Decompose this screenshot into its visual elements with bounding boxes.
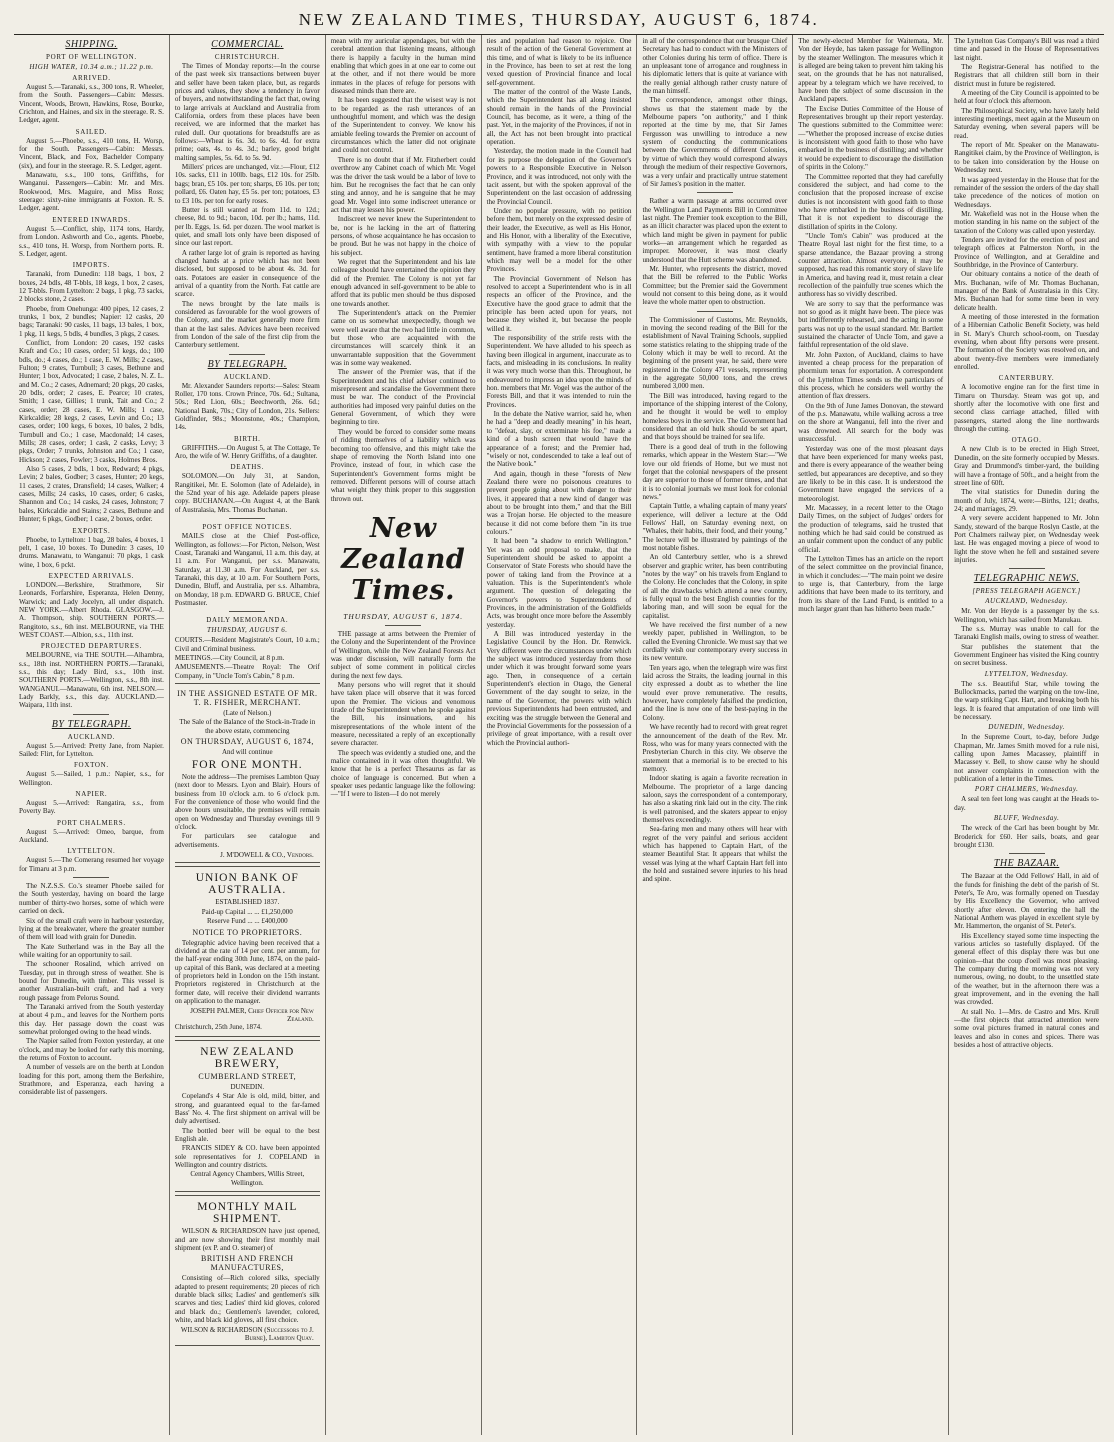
exports-text: Phoebe, to Lyttelton: 1 bag, 28 bales, 4 boxes, 1 pelt, 1 case, 10 boxes. To Dunedin: 3 cases, 10 drums. Manawatu, to Wanganui: 70 pkgs, 1 cask wine, 1 box, 6 pckt. xyxy=(19,535,164,569)
divider xyxy=(229,611,265,612)
advert-union-notice: NOTICE TO PROPRIETORS. xyxy=(192,927,303,937)
sailed-heading: SAILED. xyxy=(75,127,108,136)
section-title-shipping: SHIPPING. xyxy=(65,39,118,50)
shipping-news: The Taranaki arrived from the South yesterday at about 4 p.m., and leaves for the Northern ports this day. Her passage down the coast was somewhat prolonged owing to the head winds. xyxy=(19,1002,164,1036)
local-text: The report of Mr. Speaker on the Manawatu-Rangitikei claim, by the Province of Wellington, is to be taken into consideration by the House on Wednesday next. xyxy=(954,141,1100,175)
commercial-telegraph-text: Mr. Alexander Saunders reports:—Sales: Steam Roller, 170 tons. Crown Prince, 70s. 6d.; Sultana, 50s.; Red Lion, 60s.; Beechworth, 26s. 6d.; National Bank, 70s.; City of London, 21s. Sellers: Goldfinder, 98s.; Moonstone, 40s.; Champion, 14s. xyxy=(174,381,320,432)
entered-heading: ENTERED INWARDS. xyxy=(52,215,131,224)
advert-estate xyxy=(175,683,320,863)
memoranda-heading: DAILY MEMORANDA. xyxy=(206,616,289,625)
otago-text: A very severe accident happened to Mr. John Sandy, steward of the barque Roslyn Castle, at the Port Chalmers railway pier, on Wednesday week last. He was engaged moving a piece of wood to light the stove when he fell and sustained severe injuries. xyxy=(954,514,1100,564)
bazaar-title: THE BAZAAR. xyxy=(993,858,1060,870)
imports-text-4: Also 5 cases, 2 bdls, 1 box, Redward; 4 pkgs, Levin; 2 bales, Godber; 3 cases, Hunter; 20 kegs, 11 cases, 2 crates, Dransfield; 14 cases, Walker; 4 cases, Mills; 24 casks, 10 cases, order; 6 casks, Shannon and Co.; 14 casks, 24 cases, Johnston; 7 bales, Kirkcaldie and Stains; 2 cases, Bethune and Hunter; 6 pkgs, Godber; 1 case, 2 boxes, order. xyxy=(19,465,164,524)
leader-text: THE passage at arms between the Premier of the Colony and the Superintendent of the Province of Wellington, while the New Zealand Forests Act was under discussion, will naturally form the subject of some comment in political circles during the next few days. xyxy=(330,629,476,680)
advert-estate-note: Note the address—The premises Lambton Quay (next door to Messrs. Lyon and Blair). Hours of business from 10 o'clock a.m. to 6 o'clock p.m. For the convenience of those who would find the above hours unsuitable, the premises will remain open on Wednesday and Thursday evenings till 9 o'clock. xyxy=(174,772,320,832)
divider xyxy=(1009,853,1045,854)
news-text: We have recently had to record with great regret the announcement of the death of the Rev. Mr. Ross, who was for many years connected with the Presbyterian Church in this city. We observe the statement that a memorial is to be erected to his memory. xyxy=(642,723,788,773)
tel-dunedin-dateline: DUNEDIN, Wednesday. xyxy=(988,723,1065,732)
imports-heading: IMPORTS. xyxy=(72,261,111,270)
tel-foxton-heading: FOXTON. xyxy=(73,761,109,770)
commercial-text: A rather large lot of grain is reported as having changed hands at a price which has not been disclosed, but supposed to be about 4s. 3d. for oats. Potatoes are easier in consequence of the arrival of a quantity from the North. Fat cattle are scarce. xyxy=(174,248,320,299)
column-commercial xyxy=(170,35,326,1435)
advert-union-bank xyxy=(175,866,320,1037)
tel-foxton-text: August 5.—Sailed, 1 p.m.: Napier, s.s., for Wellington. xyxy=(19,770,164,787)
news-text: There is a good deal of truth in the following remarks, which appear in the Western Star:—"We love our old friends of Home, but we must not forget that the colonial newspapers of the present day are superior to those of former times, and that it is to colonial journals we must look for colonial news." xyxy=(642,442,788,501)
divider xyxy=(73,877,109,878)
high-water: HIGH WATER, 10.34 a.m.; 11.22 p.m. xyxy=(29,63,154,71)
telegraph-agency: [PRESS TELEGRAPH AGENCY.] xyxy=(972,587,1081,596)
local-text: The Registrar-General has notified to the Registrars that all children still born in their district must in future be registered. xyxy=(954,63,1100,88)
column-local xyxy=(949,35,1104,1435)
editorial-text: ties and population had reason to rejoice. One result of the action of the General Government at this time, and of what is likely to be its influence in the Province, has been to set at rest the long vexed question of Provincial finance and local self-government. xyxy=(486,37,632,87)
commercial-subheading: CHRISTCHURCH. xyxy=(214,53,280,61)
column-shipping xyxy=(14,35,170,1435)
advert-brewery-office: Central Agency Chambers, Willis Street, Wellington. xyxy=(190,1170,305,1187)
advert-brewery-bottled: The bottled beer will be equal to the best English ale. xyxy=(174,1126,320,1143)
imports-text-3: Conflict, from London: 20 cases, 192 casks Kraft and Co.; 10 cases, order; 51 kegs, do.; 100 bdls, do.; 4 cases, do.; 1 case, E. W. Mills; 2 cases, Fulton; 9 crates, Turnbull; 3 cases, Bethune and Hunter; 1 box, Advocated; 1 case, 2 bales, N. Z. L. and M. Co.; 2 cases, Adnemard; 20 pkgs, 20 casks, 20 bdls, order; 2 cases, E. Pearce; 10 crates, Smith; 1 case, Gillies; 1 trunk, Tait and Co.; 2 cases, order; 28 cases, E. W. Mills; 1 case, Kirkcaldie; 28 kegs, 2 cases, Levin and Co.; 13 cases, order; 100 kegs, 6 boxes, 10 bales, 2 bdls, Turnbull and Co.; 1 case, Macdonald; 14 cases, Mills; 28 cases, order; 1 cask, 2 casks, Levy; 3 pkgs, Order; 7 trunks, Johnston and Co.; 1 case, Hickson; 2 cases, Fowler; 3 casks, Holmes Bros. xyxy=(19,338,164,464)
birth-text: GRIFFITHS.—On August 5, at The Cottage, Te Aro, the wife of W. Henry Griffiths, of a daughter. xyxy=(174,443,320,461)
advert-brewery-city: DUNEDIN. xyxy=(230,1082,265,1091)
news-text: The Commissioner of Customs, Mr. Reynolds, in moving the second reading of the Bill for the establishment of Naval Training Schools, supplied some statistics relating to the shipping trade of the Colony which it may be well to record. At the beginning of the present year, he said, there were registered in the Colony 471 vessels, representing in the aggregate 50,000 tons, and the crews numbered 3,000 men. xyxy=(642,315,788,391)
news-text: We have received the first number of a new weekly paper, published in Wellington, to be called the Evening Chronicle. We must say that we cordially wish our contemporary every success in its new venture. xyxy=(642,621,788,663)
article-text: Indiscreet we never knew the Superintendent to be, nor is he lacking in the art of flattering persons, of whose acquaintance he has occasion to be proud. But he was not happy in the choice of his subject. xyxy=(330,215,476,257)
memoranda-amusements: AMUSEMENTS.—Theatre Royal: The Orif Company, in "Uncle Tom's Cabin," 8 p.m. xyxy=(174,663,320,680)
local-text: A meeting of those interested in the formation of a Hibernian Catholic Benefit Society, was held in St. Mary's Church school-room, on Tuesday evening, when about fifty persons were present. The formation of the Society was resolved on, and about twenty-five members were immediately enrolled. xyxy=(954,313,1100,372)
commercial-text: The Times of Monday reports:—In the course of the past week six transactions between buyer and seller have been taken place, but, as regards prices and values, they show a tendency in favor of buyers, and notwithstanding the fact that, owing to large arrivals at Auckland and Australia from California, orders from these places have been received, we are informed that the market has ruled dull. Our quotations for breadstuffs are as follows:—Wheat is 6s. 3d. to 6s. 4d. for extra prime; oats, 4s. to 4s. 3d.; barley, good bright malting samples, 5s. 6d. to 5s. 9d. xyxy=(174,62,320,162)
shipping-news: The N.Z.S.S. Co.'s steamer Phoebe sailed for the South yesterday, having on board the large number of thirty-two horses, some of which were carried on deck. xyxy=(19,882,164,916)
advert-monthly-signature: WILSON & RICHARDSON (Successors to J. Burne), Lambton Quay. xyxy=(180,1326,314,1343)
advert-union-reserve: Reserve Fund ... ... £400,000 xyxy=(206,917,288,926)
column-editorial xyxy=(482,35,638,1435)
sailed-text-2: Manawatu, s.s., 100 tons, Griffiths, for Wanganui. Passengers—Cabin: Mr. and Mrs. Rookwood, Mrs. Maguire, and Miss Ross; steerage: sixty-nine immigrants at Foxton. R. S. Ledger, agent. xyxy=(19,171,164,213)
local-text: Mr. Wakefield was not in the House when the motion standing in his name on the subject of the taxation of the Colony was called upon yesterday. xyxy=(954,209,1100,235)
news-text: Mr. John Paxton, of Auckland, claims to have invented a cheap process for the preparation of phormium tenax for exportation. A correspondent of the Lyttelton Times sends us the particulars of this process, which he considers well worthy the attention of flax dressers. xyxy=(798,350,944,401)
tel-auckland-text: August 5.—Arrived: Pretty Jane, from Napier. Sailed: Flirt, for Lyttelton. xyxy=(19,741,164,759)
local-text: Tenders are invited for the erection of post and telegraph offices at Palmerston North, in the Province of Wellington, and at Geraldine and Southbridge, in the Province of Canterbury. xyxy=(954,235,1100,269)
news-text: Mr. Macassey, in a recent letter to the Otago Daily Times, on the subject of Judges' orders for the production of telegrams, said he trusted that nothing which he had said could be construed as an unfair comment upon the conduct of any public official. xyxy=(798,503,944,554)
news-text: The Bill was introduced, having regard to the importance of the shipping interest of the Colony, and he thought it would be well to employ homeless boys in the service. The Government had considered that an old hulk should be set apart, and that boys should be trained for sea life. xyxy=(642,391,788,442)
column-news-2 xyxy=(793,35,949,1435)
advert-estate-catalogue: For particulars see catalogue and advertisements. xyxy=(174,832,320,849)
news-text: The newly-elected Member for Waitemata, Mr. Von der Heyde, has taken passage for Wellington by the steamer Wellington. The measures which it is alleged are being taken to prevent him taking his seat, on the grounds that he has not naturalised, appear by a telegram which we have received, to have been the subject of some discussion in the Auckland papers. xyxy=(798,37,944,104)
tel-bluff-dateline: BLUFF, Wednesday. xyxy=(993,814,1060,823)
advert-brewery-title: NEW ZEALAND BREWERY, xyxy=(200,1045,295,1070)
advert-monthly-mail xyxy=(175,1195,320,1346)
imports-text-2: Phoebe, from Onehunga: 400 pipes, 12 cases, 2 trunks, 1 box, 2 bundles; Napier: 12 casks, 20 bags; Taranaki: 90 casks, 11 bags, 13 bales, 1 box, 1 pkg, 11 kegs, 5 bdls, 4 bundles, 3 pkgs, 2 cases. xyxy=(19,304,164,338)
commercial-text: Millers' prices are unchanged, viz.:—Flour, £12 10s. sacks, £11 in 100lb. bags, £12 10s. for 25lb. bags; bran, £5 10s. per ton; sharps, £6 10s. per ton; pollard, £6. Oaten hay, £5 5s. per ton; potatoes, £3 to £3 10s. per ton for early roses. xyxy=(174,163,320,205)
divider xyxy=(229,518,265,519)
arrived-heading: ARRIVED. xyxy=(72,74,111,82)
otago-text: The vital statistics for Dunedin during the month of July, 1874, were:—Births, 121; deaths, 24; and marriages, 29. xyxy=(954,488,1100,513)
news-text: An old Canterbury settler, who is a shrewd observer and graphic writer, has been contributing "notes by the way" on his travels from England to the Colony. He concludes that the Colony, in spite of all the drawbacks which attend a new country, is fully equal to the best English counties for the laboring man, and will soon be equal for the capitalist. xyxy=(642,553,788,620)
advert-brewery-street: CUMBERLAND STREET, xyxy=(198,1071,297,1081)
commercial-text: The news brought by the late mails is considered as favourable for the wool growers of the Colony, and the market generally more firm than at the last sales. Advices have been received from London of the sale of the first clip from the Canterbury settlement. xyxy=(174,299,320,350)
deaths-heading: DEATHS. xyxy=(230,463,265,472)
shipping-news: A number of vessels are on the berth at London loading for this port, among them the Berkshire, Strathmore, and Esperanza, each having a considerable list of passengers. xyxy=(19,1063,164,1097)
exports-heading: EXPORTS. xyxy=(72,526,111,535)
memoranda-date: THURSDAY, AUGUST 6. xyxy=(207,626,288,635)
divider xyxy=(73,714,109,715)
telegraphic-news-title: TELEGRAPHIC NEWS. xyxy=(973,573,1080,585)
editorial-text: And again, though in these "forests of New Zealand there were no poisonous creatures to prevent people going about with danger to their lives, it appeared that a new kind of danger was about to be brought into them," and that the Bill was a Trojan horse. He objected to the measure because it did not come before them "in its true colours." xyxy=(486,469,632,536)
canterbury-heading: CANTERBURY. xyxy=(998,374,1055,383)
tel-napier-heading: NAPIER. xyxy=(75,790,108,799)
advert-estate-day: ON THURSDAY, AUGUST 6, 1874, xyxy=(180,737,314,747)
news-text: On the 9th of June James Donovan, the steward of the p.s. Manawatu, while walking across a tree on the shore at Wanganui, fell into the river and was drowned. All search for the body was unsuccessful. xyxy=(798,401,944,444)
projected-text: MELBOURNE, via THE SOUTH.—Alhambra, s.s., 18th inst. NORTHERN PORTS.—Taranaki, s.s., this day; Lady Bird, s.s., 10th inst. SOUTHERN PORTS.—Wellington, s.s., 8th inst. WANGANUI.—Manawatu, 6th inst. NELSON.—Lady Barkly, s.s., this day. AUCKLAND.—Waipara, 11th inst. xyxy=(19,651,164,710)
news-text: Mr. Hunter, who represents the district, moved that the Bill be referred to the Public Works Committee; but the Premier said the Government would not consent to this being done, as it would leave the whole matter open to obstruction. xyxy=(642,264,788,307)
news-text: Sea-faring men and many others will hear with regret of the very painful and serious accident which has happened to Captain Hart, of the steamer Beautiful Star. It appears that whilst the vessel was lying at the wharf Captain Hart fell into the hold and sustained severe injuries to his head and spine. xyxy=(642,825,788,884)
advert-brewery-body: Copeland's 4 Star Ale is old, mild, bitter, and strong, and guaranteed equal to the far-famed Bass' No. 4. The first shipment on arrival will be duly advertised. xyxy=(174,1092,320,1126)
columns xyxy=(14,35,1104,1435)
otago-text: A new Club is to be erected in High Street, Dunedin, on the site formerly occupied by Messrs. Gray and Drummond's timber-yard, the building will have a frontage of 50ft., and a height from the street line of 60ft. xyxy=(954,445,1100,487)
news-text: Indoor skating is again a favorite recreation in Melbourne. The proprietor of a large dancing saloon, says the correspondent of a contemporary, has also a skating rink laid out in the city. The rink is well patronised, and the skaters appear to enjoy themselves exceedingly. xyxy=(642,774,788,824)
article-text: There is no doubt that if Mr. Fitzherbert could overthrow any Cabinet coach of which Mr. Vogel was the driver the task would be a labor of love to him. But he recognises the fact that he can only sting and annoy, and he is sanguine that he may goad Mr. Vogel into some indiscreet utterance or act that may lessen his power. xyxy=(330,155,476,214)
tel-news-text: Star publishes the statement that the Government Engineer has visited the King country on secret business. xyxy=(954,642,1100,668)
editorial-text: Yesterday, the motion made in the Council had for its purpose the delegation of the Governor's powers to a Responsible Executive in Nelson Province, and it was introduced, not only with the tacit assent, but with the spoken approval of the Superintendent on the last occasion of addressing the Provincial Council. xyxy=(486,147,632,206)
bazaar-text: The Bazaar at the Odd Fellows' Hall, in aid of the funds for finishing the debt of the parish of St. Peter's, Te Aro, was formally opened on Tuesday by His Excellency the Governor, who arrived shortly after eleven. On entering the hall the National Anthem was played in excellent style by Mr. Hammerton, the organist of St. Peter's. xyxy=(954,872,1100,931)
shipping-news: The schooner Rosalind, which arrived on Tuesday, put in through stress of weather. She is bound for Dunedin, with timber. This vessel is another Australian-built craft, and had a very rough passage from Pelorus Sound. xyxy=(19,960,164,1002)
divider xyxy=(697,311,733,312)
news-text: "Uncle Tom's Cabin" was produced at the Theatre Royal last night for the first time, to a sparse attendance, the Bazaar proving a strong counter attraction. Almost everyone, it may be supposed, has read this romantic story of slave life in America, and having read it, must retain a clear recollection of the painfully true scenes which the authoress has so vividly described. xyxy=(798,231,944,299)
port-heading: PORT OF WELLINGTON. xyxy=(46,53,137,61)
advert-brewery-agent: FRANCIS SIDEY & CO. have been appointed sole representatives for J. COPELAND in Wellington and country districts. xyxy=(174,1144,320,1169)
advert-estate-title: IN THE ASSIGNED ESTATE OF MR. T. R. FISHER, MERCHANT. xyxy=(177,688,318,707)
imports-text-1: Taranaki, from Dunedin: 118 bags, 1 box, 2 boxes, 24 bdls, 48 T-bbls, 18 kegs, 1 box, 2 cases, 12 T-bbls. From Lyttelton: 2 bags, 1 pkg, 73 sacks, 2 blocks stone, 2 cases. xyxy=(19,270,164,304)
advert-monthly-title: MONTHLY MAIL SHIPMENT. xyxy=(197,1201,298,1226)
column-leader xyxy=(326,35,482,1435)
editorial-text: It had been "a shadow to enrich Wellington." Yet was an odd proposal to make, that the Superintendent should be asked to appoint a Conservator of State Forests who should have the power of taking land from the Province at a valuation. This is the Superintendent's whole argument. The question of delegating the Governor's powers to Superintendents of Provinces, in the administration of the Goldfields Acts, was brought once more before the Assembly yesterday. xyxy=(486,537,632,629)
article-text: They would be forced to consider some means of ridding themselves of a liability which was becoming too offensive, and this might take the shape of removing the North Island into one Province, instead of four, in which case the Superintendent's Government forms might be removed. Different persons will of course attach what weight they think proper to this suggestion thrown out. xyxy=(330,427,476,503)
news-text: The Excise Duties Committee of the House of Representatives brought up their report yesterday. The questions submitted to the Committee were:—"Whether the proposed increase of excise duties is inconsistent with good faith to those who have embarked in the business of distilling; and whether it would be expedient to discourage the distillation of spirits in the Colony." xyxy=(798,104,944,172)
tel-chalmers-text: August 5.—Arrived: Omeo, barque, from Auckland. xyxy=(19,827,164,845)
column-news xyxy=(637,35,793,1435)
advert-estate-signature: J. M'DOWELL & CO., Vendors. xyxy=(220,851,314,860)
advert-estate-continue: And will continue xyxy=(222,748,273,757)
otago-heading: OTAGO. xyxy=(1011,436,1042,445)
deaths-text: SOLOMON.—On July 31, at Sandon, Rangitikei, Mr. E. Solomon (late of Adelaide), in the 52nd year of his age. Adelaide papers please copy. BUCHANAN.—On August 4, at the Bank of Australasia, Mrs. Thomas Buchanan. xyxy=(174,472,320,514)
news-text: The Lyttelton Times has an article on the report of the select committee on the provincial finance, in which it concludes:—"The main point we desire to urge is, that Canterbury, from the large additions that have been made to its territory, and from its share of the Land Fund, is entitled to a much larger grant than has hitherto been made." xyxy=(798,554,944,614)
leader-text: Many persons who will regret that it should have taken place will observe that it was forced upon the Premier. The vicious and venomous tirade of the Superintendent when he spoke against the Bill, his insinuations, and his misrepresentations of the whole intent of the measure, necessitated a reply of an exceptionally severe character. xyxy=(330,680,476,748)
local-text: Our obituary contains a notice of the death of Mrs. Buchanan, wife of Mr. Thomas Buchanan, manager of the Bank of Australasia in this City. Mrs. Buchanan had for some time been in very delicate health. xyxy=(954,270,1100,312)
tel-news-text: A seal ten feet long was caught at the Heads to-day. xyxy=(954,795,1100,812)
tel-chalmers-heading: PORT CHALMERS. xyxy=(57,818,126,827)
article-text: It has been suggested that the wisest way is not to be regarded as the rash utterances of an unthoughtful moment, and which was the design of the Superintendent to convey. We know his amiable feeling towards the Premier on account of circumstances which the latter did not originate and could not control. xyxy=(330,96,476,155)
advert-brewery xyxy=(175,1040,320,1193)
post-office-text: MAILS close at the Chief Post-office, Wellington, as follows:—For Picton, Nelson, West Coast, Taranaki and Wanganui, 11 a.m. this day, at 11 a.m. For Wanganui, per s.s. Manawatu, Saturday, at 11.30 a.m. For Auckland, per s.s. Taranaki, this day, at 10 a.m. For Southern Ports, Dunedin, Bluff, and Australia, per s.s. Alhambra, on Monday, 18 p.m. EDWARD G. BRUCE, Chief Postmaster. xyxy=(174,532,320,607)
article-text: mean with my auricular appendages, but with the cerebral attention that listening means, although there is happily a faculty in the human mind enabling that which goes in at one ear to come out at the other, and if not there would be more inmates in the places of refuge for persons with diseased minds than there are. xyxy=(330,37,476,96)
birth-heading: BIRTH. xyxy=(234,434,261,443)
shipping-news: Six of the small craft were in harbour yesterday, lying at the breakwater, where the greater number of them will load with grain for Dunedin. xyxy=(19,916,164,942)
tel-lyttelton-dateline: LYTTELTON, Wednesday. xyxy=(984,669,1069,678)
divider xyxy=(1009,568,1045,569)
article-text: We regret that the Superintendent and his late colleague should have entertained the opinion they did of the Premier. The Colony is not yet far enough advanced in self-government to be able to afford that its public men should be thus disposed one towards another. xyxy=(330,257,476,308)
news-text: The correspondence, amongst other things, shows us that the statement made by the Melbourne papers "on authority," and I think reported at the time by me, that Sir James Fergusson was unwilling to introduce a new system of conducting the communications between the Governments of different Colonies, by virtue of which they would correspond always through the medium of their respective Governors, was a very unfair and practically untrue statement of Sir James's position in the matter. xyxy=(642,96,788,188)
divider xyxy=(385,625,421,626)
tel-news-text: Mr. Von der Heyde is a passenger by the s.s. Wellington, which has sailed from Manukau. xyxy=(954,607,1100,624)
article-text: The Superintendent's attack on the Premier came on us somewhat unexpectedly, though we were well aware that the two had little in common, but those who are acquainted with the circumstances will scarcely think it an unwarrantable supposition that the Government was in some way weakened. xyxy=(330,309,476,368)
leader-text: The speech was evidently a studied one, and the malice contained in it was often thoughtful. We know that he is a perfect Thesaurus as far as choice of language is concerned. But when a speaker uses pedantic language like the following:—"If I were to listen—I do not merely xyxy=(330,748,476,799)
news-text: Ten years ago, when the telegraph wire was first laid across the Straits, the leading journal in this city expressed a doubt as to whether the line would ever prove remunerative. The results, however, have completely falsified the prediction, and the line is now one of the best-paying in the Colony. xyxy=(642,663,788,722)
arrived-text: August 5.—Taranaki, s.s., 300 tons, R. Wheeler, from the South. Passengers—Cabin: Messrs. Vincent, Woods, Brown, Hawkins, Rose, Bourke, Crichton, and Haines, and six in the steerage. R. S. Ledger, agent. xyxy=(19,83,164,125)
shipping-news: The Kate Sutherland was in the Bay all the while waiting for an opportunity to sail. xyxy=(19,942,164,959)
projected-heading: PROJECTED DEPARTURES. xyxy=(40,642,142,651)
editorial-text: The responsibility of the strife rests with the Superintendent. We have alluded to his speech as having been illogical in argument, inaccurate as to facts, and misleading in its conclusions. In reality it was very much worse than this. Throughout, he endeavoured to impress an idea upon the minds of hon. members that Mr. Vogel was the author of the Forests Bill, and that it was intended to ruin the Provinces. xyxy=(486,334,632,409)
commercial-telegraph-title: BY TELEGRAPH. xyxy=(207,358,287,370)
shipping-news: The Napier sailed from Foxton yesterday, at one o'clock, and may be looked for early this morning, the returns of Foxton to account. xyxy=(19,1037,164,1062)
bazaar-text: His Excellency stayed some time inspecting the various articles so tastefully displayed. Of the general effect of this display there was but one opinion—that the coup d'oeil was most pleasing. The company during the morning was not very numerous, owing, no doubt, to the unsettled state of the weather, but in the afternoon there was a great improvement, and in the evening the hall was crowded. xyxy=(954,931,1100,1007)
local-text: The Lyttelton Gas Company's Bill was read a third time and passed in the House of Representatives last night. xyxy=(954,37,1100,62)
advert-union-date: Christchurch, 25th June, 1874. xyxy=(174,1023,262,1032)
leader-dateline: THURSDAY, AUGUST 6, 1874. xyxy=(343,611,464,621)
expected-text: LONDON.—Berkshire, Strathmore, Sir Leonards, Forfarshire, Esperanza, Helen Denny, Warwick; and Lady Jocelyn, all under dispatch. NEW YORK.—Albert Rhoda. GLASGOW.—J. A. Thompson, ship. SOUTHERN PORTS.—Rangitoto, s.s., 6th inst. MELBOURNE, via THE WEST COAST.—Albion, s.s., 11th inst. xyxy=(19,580,164,639)
advert-union-established: ESTABLISHED 1837. xyxy=(215,898,280,907)
tel-lyttelton-heading: LYTTELTON. xyxy=(67,847,116,856)
tel-news-text: In the Supreme Court, to-day, before Judge Chapman, Mr. James Smith moved for a rule nisi, calling upon James Macassey, plaintiff in Macassey v. Bell, to show cause why he should not answer complaints in connection with the publication of a letter in the Times. xyxy=(954,733,1100,784)
news-text: Captain Tuttle, a whaling captain of many years' experience, will deliver a lecture at the Odd Fellows' Hall, on Saturday evening next, on "Whales, their habits, their food, and their young." The lecture will be illustrated by paintings of the most notable fishes. xyxy=(642,502,788,552)
telegraph-title: BY TELEGRAPH. xyxy=(51,718,132,730)
advert-union-title: UNION BANK OF AUSTRALIA. xyxy=(195,872,299,897)
article-text: The answer of the Premier was, that if the Superintendent and his chief adviser continued to misrepresent and scandalise the Government there must be war. The conduct of the Provincial authorities had imposed very painful duties on the General Government, of which they were beginning to tire. xyxy=(330,368,476,427)
commercial-telegraph-sub: AUCKLAND. xyxy=(223,372,271,381)
expected-heading: EXPECTED ARRIVALS. xyxy=(48,571,135,580)
news-text: in all of the correspondence that our brusque Chief Secretary has had to conduct with the Ministers of other Colonies during his term of office. There is an unpleasant tone of arrogance and roughness in his diplomatic letters that is quite at variance with the really genial although rather crusty nature of the man himself. xyxy=(642,37,788,96)
divider xyxy=(229,354,265,355)
advert-estate-month: FOR ONE MONTH. xyxy=(191,758,303,771)
advert-union-signature: JOSEPH PALMER, Chief Officer for New Zealand. xyxy=(190,1007,314,1024)
tel-chalmers-dateline: PORT CHALMERS, Wednesday. xyxy=(974,785,1079,794)
advert-union-paid: Paid-up Capital ... ... £1,250,000 xyxy=(201,907,293,916)
tel-news-text: The wreck of the Carl has been bought by Mr. Broderick for £60. Her sails, boats, and gear brought £130. xyxy=(954,824,1100,849)
editorial-text: A Bill was introduced yesterday in the Legislative Council by the Hon. Dr. Renwick. Very different were the circumstances under which the subject was introduced yesterday from those under which it was brought forward some years ago. Then, in consequence of a certain Superintendent's election in Otago, the General Government of the day sought to seize, in the name of the Governor, the powers with which previous Superintendents had been entrusted, and exciting was the struggle between the General and the Provincial Governments for the possession of a privilege of great importance, with a result over which the Provincial authori- xyxy=(486,630,632,747)
local-text: It was agreed yesterday in the House that for the remainder of the session the orders of the day shall take precedence of the notices of motion on Wednesdays. xyxy=(954,175,1100,209)
advert-monthly-list: Consisting of—Rich colored silks, specially adapted to present requirements; 20 pieces of rich durable black silks; Ladies' and gentlemen's silk scarves and ties; Ladies' third kid gloves, colored and black do.; Gentlemen's lavender, colored, white, and black kid gloves, all first choice. xyxy=(174,1274,320,1324)
section-title-commercial: COMMERCIAL. xyxy=(211,39,284,50)
tel-napier-text: August 5.—Arrived: Rangatira, s.s., from Poverty Bay. xyxy=(19,799,164,816)
advert-estate-sub: (Late of Nelson.) xyxy=(223,708,272,717)
bazaar-text: At stall No. 1—Mrs. de Castro and Mrs. Krull—the first objects that attracted attention were some oval pictures framed in natural cones and leaves and also in cones and spices. There was besides a host of attractive objects. xyxy=(954,1007,1100,1050)
editorial-text: In the debate the Native warrior, said he, when he had a "deep and deadly meaning" in his heart, to "defeat, slay, or exterminate his foe," made a kind of a bush screen that would have the appearance of a forest; and the Premier had, "wisely or not, condescended to take a leaf out of the Native book." xyxy=(486,410,632,469)
entered-text: August 5.—Conflict, ship, 1174 tons, Hardy, from London. Ashworth and Co., agents. Phoebe, s.s., 410 tons, H. Worsp, from Northern ports. R. S. Ledger, agent. xyxy=(19,224,164,258)
tel-news-text: The s.s. Beautiful Star, while towing the Bullockmacks, parted the warping on the tow-line, the warp striking Capt. Hart, and breaking both his legs. It is feared that amputation of one limb will be necessary. xyxy=(954,679,1100,722)
commercial-text: Butter is still wanted at from 11d. to 12d.; cheese, 8d. to 9d.; bacon, 10d. per lb.; hams, 11d. per lb. Eggs, 1s. 6d. per dozen. The wool market is quiet, and small lots only have been disposed of since our last report. xyxy=(174,205,320,248)
tel-news-text: The s.s. Murray was unable to call for the Taranaki English mails, owing to stress of weather. xyxy=(954,624,1100,642)
sailed-text: August 5.—Phoebe, s.s., 410 tons, H. Worsp, for the South. Passengers—Cabin: Messrs. Vincent, Black, and Fox, Bachelder Company (six), and four in the steerage. R. S. Ledger, agent. xyxy=(19,136,164,170)
post-office-heading: POST OFFICE NOTICES. xyxy=(202,523,293,532)
local-text: A meeting of the City Council is appointed to be held at four o'clock this afternoon. xyxy=(954,89,1100,106)
newspaper-nameplate: New Zealand Times. xyxy=(341,512,466,606)
local-text: The Philosophical Society, who have lately held interesting meetings, meet again at the Museum on Saturday evening, when several papers will be read. xyxy=(954,106,1100,140)
tel-auckland-heading: AUCKLAND. xyxy=(67,732,116,741)
news-text: Yesterday was one of the most pleasant days that have been experienced for many weeks past, and there is every appearance of the weather being settled, but appearances are deceptive, and so they are likely to be in this case. It is understood the Government have engaged the services of a meteorologist. xyxy=(798,444,944,503)
divider xyxy=(697,192,733,193)
advert-union-body: Telegraphic advice having been received that a dividend at the rate of 14 per cent. per annum, for the half-year ending 30th June, 1874, on the paid-up capital of this Bank, was declared at a meeting of proprietors held in London on the 15th instant. Proprietors registered in Christchurch at the former date, will receive their dividend warrants on application to the manager. xyxy=(174,938,320,1005)
page-header: NEW ZEALAND TIMES, THURSDAY, AUGUST 6, 1874. xyxy=(298,10,820,29)
editorial-text: Under no popular pressure, with no petition before them, but merely on the expressed desire of their leader, the Executive, as well as His Honor, and His Honor, with a liberality of the Executive, with sympathy with a view to the popular sentiment, have framed a more liberal constitution which may well be a model for the other Provinces. xyxy=(486,206,632,274)
news-text: We are sorry to say that the performance was not so good as it might have been. The piece was but indifferently rehearsed, and the acting in some parts was not up to the usual standard. Mr. Bartlett sustained the character of Uncle Tom, and gave a faithful representation of the old slave. xyxy=(798,299,944,350)
advert-monthly-items: BRITISH AND FRENCH MANUFACTURES, xyxy=(201,1254,294,1273)
memoranda-meetings: MEETINGS.—City Council, at 8 p.m. xyxy=(174,653,285,662)
memoranda-courts: COURTS.—Resident Magistrate's Court, 10 a.m.; Civil and Criminal business. xyxy=(174,636,320,653)
news-text: Rather a warm passage at arms occurred over the Wellington Land Payments Bill in Committee last night. The Premier took exception to the Bill, as an illicit character was placed upon the extent to which land might be given in payment for public works—an arrangement which he regarded as improper. Moreover, it was most clearly understood that the Hutt scheme was abandoned. xyxy=(642,197,788,264)
news-text: The Committee reported that they had carefully considered the subject, and had come to the conclusion that the proposed increase of excise duties is not inconsistent with good faith to those who have embarked in the business of distilling. That it is not expedient to discourage the distillation of spirits in the Colony. xyxy=(798,172,944,231)
editorial-text: The Provincial Government of Nelson has resolved to accept a Superintendent who is in all respects an officer of the Province, and the Executive have the good grace to admit that the principle has been acted upon for years, not because they wished it, but because the people willed it. xyxy=(486,274,632,333)
editorial-text: The matter of the control of the Waste Lands, which the Superintendent has all along insisted should remain in the hands of the Provincial Council, has become, as it were, a thing of the past. Yet, in the majority of the Provinces, if not in all, the Act has not been brought into practical operation. xyxy=(486,88,632,147)
canterbury-text: A locomotive engine ran for the first time in Timaru on Thursday. Steam was got up, and shortly after the locomotive with one first and second class carriage attached, filled with passengers, started along the line northwards through the cutting. xyxy=(954,383,1100,434)
advert-estate-body: The Sale of the Balance of the Stock-in-Trade in the above estate, commencing xyxy=(179,718,316,735)
tel-auckland-dateline: AUCKLAND, Wednesday. xyxy=(985,597,1068,606)
tel-lyttelton-text: August 5.—The Comerang resumed her voyage for Timaru at 3 p.m. xyxy=(19,856,164,873)
advert-monthly-body: WILSON & RICHARDSON have just opened, and are now showing their first monthly mail shipment (ex P. and O. steamer) of xyxy=(174,1227,320,1252)
